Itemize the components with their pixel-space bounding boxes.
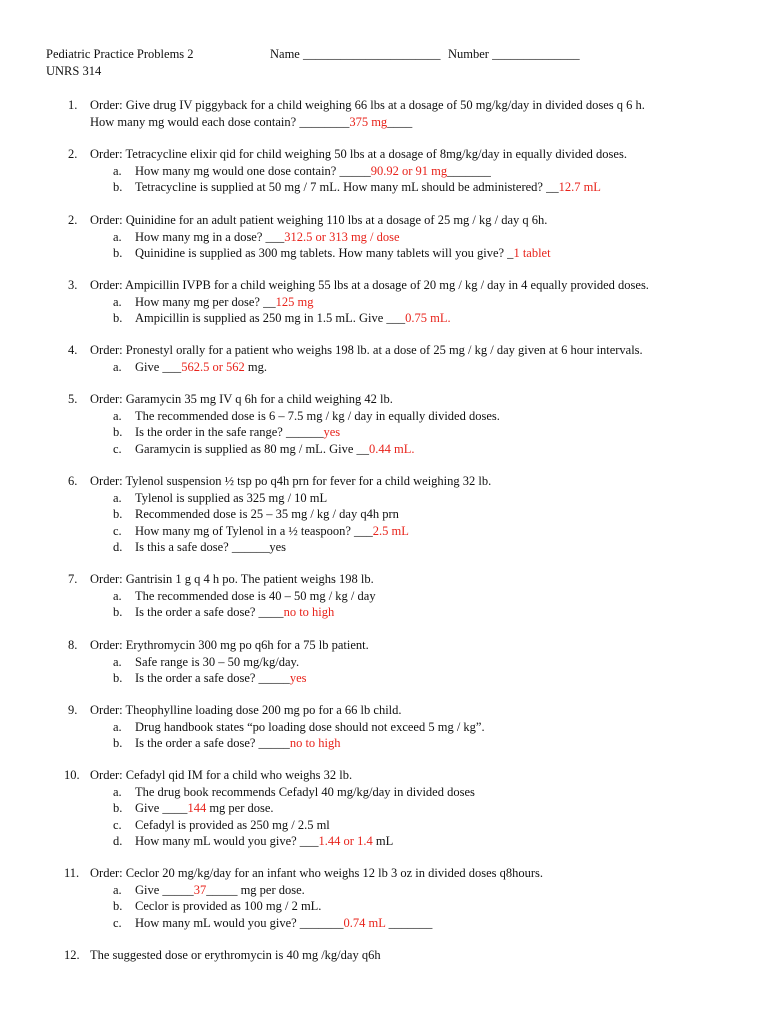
answer: no to high: [289, 736, 341, 750]
question-text: Order: Gantrisin 1 g q 4 h po. The patient weighs 198 lb.: [90, 572, 374, 586]
sub-question-letter: a.: [113, 359, 122, 374]
sub-question: [46, 915, 746, 932]
sub-question: [46, 735, 746, 752]
answer: 2.5 mL: [372, 523, 409, 538]
question-number: 3.: [68, 278, 78, 292]
question-4: [46, 277, 746, 327]
sub-question-letter: a.: [113, 294, 122, 309]
question-text: Order: Garamycin 35 mg IV q 6h for a child weighing 42 lb.: [90, 392, 393, 406]
header-row: [46, 46, 746, 63]
question-line: [46, 767, 746, 784]
sub-question-letter: c.: [113, 817, 122, 832]
sub-question-text: mL: [372, 834, 394, 848]
sub-question-letter: a.: [113, 654, 122, 669]
sub-question-text: Give ____: [135, 801, 188, 815]
sub-question: [46, 654, 746, 671]
sub-question-text: Is this a safe dose? ______yes: [135, 540, 287, 554]
question-number: 5.: [68, 392, 78, 406]
sub-question: [46, 408, 746, 425]
question-number: 2.: [68, 147, 78, 161]
question-number: 8.: [68, 638, 78, 652]
sub-question-letter: b.: [113, 801, 123, 815]
question-text: Order: Erythromycin 300 mg po q6h for a 75 lb patient.: [90, 638, 369, 652]
sub-question: [46, 229, 746, 246]
name-field: Name ______________________: [270, 47, 441, 61]
sub-question-text: Is the order in the safe range? ______: [135, 425, 324, 439]
answer: 0.75 mL.: [405, 311, 451, 325]
sub-question: [46, 719, 746, 736]
question-text: Order: Cefadyl qid IM for a child who weighs 32 lb.: [90, 768, 353, 782]
sub-question-text: Is the order a safe dose? _____: [135, 671, 290, 685]
sub-question-letter: c.: [113, 441, 122, 456]
sub-question: [46, 294, 746, 311]
question-line: [46, 637, 746, 654]
worksheet-title: Pediatric Practice Problems 2: [46, 47, 194, 61]
sub-question-letter: c.: [113, 523, 122, 538]
number-field: Number ______________: [448, 47, 580, 61]
question-line: [46, 391, 746, 408]
question-text: ____: [387, 114, 413, 129]
sub-question-text: Garamycin is supplied as 80 mg / mL. Give __: [135, 441, 369, 456]
answer: no to high: [283, 605, 335, 619]
question-10: [46, 702, 746, 752]
question-text: Order: Quinidine for an adult patient weighing 110 lbs at a dosage of 25 mg / kg / day q 6h.: [90, 213, 548, 227]
question-number: 6.: [68, 474, 78, 488]
sub-question-letter: a.: [113, 163, 122, 178]
sub-question-text: mg.: [244, 359, 267, 374]
answer: 144: [187, 801, 207, 815]
answer: 90.92 or 91 mg: [370, 163, 448, 178]
question-text: Order: Tylenol suspension ½ tsp po q4h prn for fever for a child weighing 32 lb.: [90, 474, 492, 488]
sub-question-text: The recommended dose is 6 – 7.5 mg / kg / day in equally divided doses.: [135, 408, 500, 423]
question-text: Order: Ceclor 20 mg/kg/day for an infant who weighs 12 lb 3 oz in divided doses q8hours.: [90, 866, 544, 880]
sub-question: [46, 245, 746, 262]
question-number: 11.: [64, 866, 80, 880]
sub-question-letter: d.: [113, 540, 123, 554]
answer: 125 mg: [275, 294, 314, 309]
question-text: Order: Give drug IV piggyback for a child weighing 66 lbs at a dosage of 50 mg/kg/day in divided doses q 6 h.: [90, 98, 645, 112]
sub-question: [46, 882, 746, 899]
sub-question: [46, 604, 746, 621]
answer: 312.5 or 313 mg / dose: [284, 229, 400, 244]
sub-question-text: How many mg would one dose contain? _____: [135, 163, 371, 178]
question-8: [46, 571, 746, 621]
sub-question: [46, 310, 746, 327]
question-text: Order: Ampicillin IVPB for a child weighing 55 lbs at a dosage of 20 mg / kg / day in 4 equally provided doses.: [90, 278, 649, 292]
question-line: [46, 473, 746, 490]
course-code: UNRS 314: [46, 64, 102, 78]
sub-question: [46, 523, 746, 540]
question-text: Order: Tetracycline elixir qid for child weighing 50 lbs at a dosage of 8mg/kg/day in equally divided doses.: [90, 147, 627, 161]
answer: 1.44 or 1.4: [318, 834, 373, 848]
answer: 1 tablet: [513, 246, 551, 260]
sub-question-letter: b.: [113, 899, 123, 913]
question-line: [46, 97, 746, 114]
sub-question: [46, 179, 746, 196]
question-text: Order: Pronestyl orally for a patient who weighs 198 lb. at a dose of 25 mg / kg / day given at 6 hour intervals.: [90, 343, 643, 357]
sub-question: [46, 784, 746, 801]
question-11: [46, 767, 746, 850]
answer: yes: [289, 671, 307, 685]
sub-question-text: Ampicillin is supplied as 250 mg in 1.5 mL. Give ___: [135, 311, 406, 325]
course-row: [46, 63, 746, 80]
sub-question-letter: b.: [113, 671, 123, 685]
sub-question-letter: b.: [113, 311, 123, 325]
question-1: [46, 97, 746, 130]
sub-question-letter: b.: [113, 736, 123, 750]
sub-question-text: How many mg per dose? __: [135, 294, 276, 309]
question-line: [46, 571, 746, 588]
answer: 562.5 or 562: [181, 359, 245, 374]
answer: 375 mg: [349, 114, 388, 129]
sub-question: [46, 359, 746, 376]
document-header: [46, 46, 746, 80]
sub-question: [46, 490, 746, 507]
question-13: [46, 947, 746, 964]
sub-question-text: Recommended dose is 25 – 35 mg / kg / day q4h prn: [135, 507, 399, 521]
question-line: [46, 146, 746, 163]
sub-question-text: Safe range is 30 – 50 mg/kg/day.: [135, 654, 300, 669]
question-number: 9.: [68, 703, 78, 717]
question-text: Order: Theophylline loading dose 200 mg po for a 66 lb child.: [90, 703, 402, 717]
question-text: How many mg would each dose contain? ________: [90, 114, 350, 129]
question-12: [46, 865, 746, 931]
sub-question: [46, 670, 746, 687]
sub-question-text: Is the order a safe dose? ____: [135, 605, 284, 619]
sub-question: [46, 898, 746, 915]
sub-question-letter: b.: [113, 605, 123, 619]
sub-question-text: Give ___: [135, 359, 182, 374]
question-number: 2.: [68, 213, 78, 227]
question-number: 4.: [68, 343, 78, 357]
sub-question-text: How many mg in a dose? ___: [135, 229, 285, 244]
sub-question: [46, 424, 746, 441]
question-text: The suggested dose or erythromycin is 40 mg /kg/day q6h: [90, 948, 381, 962]
sub-question-text: Drug handbook states “po loading dose should not exceed 5 mg / kg”.: [135, 719, 485, 734]
sub-question: [46, 588, 746, 605]
sub-question-letter: a.: [113, 784, 122, 799]
question-5: [46, 342, 746, 375]
answer: yes: [323, 425, 341, 439]
sub-question-letter: a.: [113, 588, 122, 603]
question-number: 7.: [68, 572, 78, 586]
sub-question-text: How many mL would you give? ___: [135, 834, 319, 848]
question-number: 1.: [68, 98, 78, 112]
sub-question-text: Is the order a safe dose? _____: [135, 736, 290, 750]
sub-question-letter: b.: [113, 246, 123, 260]
sub-question: [46, 441, 746, 458]
sub-question-text: The drug book recommends Cefadyl 40 mg/kg/day in divided doses: [135, 784, 475, 799]
sub-question: [46, 539, 746, 556]
sub-question-letter: a.: [113, 882, 122, 897]
sub-question-text: _______: [385, 915, 433, 930]
answer: 37: [193, 882, 207, 897]
question-9: [46, 637, 746, 687]
sub-question-letter: a.: [113, 229, 122, 244]
sub-question-text: mg per dose.: [206, 801, 274, 815]
question-number: 10.: [64, 768, 80, 782]
question-line: [46, 702, 746, 719]
question-line: [46, 342, 746, 359]
question-2: [46, 146, 746, 196]
sub-question-text: Cefadyl is provided as 250 mg / 2.5 ml: [135, 817, 330, 832]
question-number: 12.: [64, 948, 80, 962]
sub-question-letter: b.: [113, 180, 123, 194]
question-3: [46, 212, 746, 262]
sub-question-text: _____ mg per dose.: [206, 882, 305, 897]
sub-question-text: How many mg of Tylenol in a ½ teaspoon? ___: [135, 523, 373, 538]
sub-question-letter: b.: [113, 507, 123, 521]
sub-question-letter: a.: [113, 719, 122, 734]
sub-question-text: Give _____: [135, 882, 194, 897]
sub-question: [46, 800, 746, 817]
sub-question-text: _______: [447, 163, 491, 178]
question-line: [46, 277, 746, 294]
sub-question: [46, 833, 746, 850]
sub-question-letter: a.: [113, 408, 122, 423]
sub-question-letter: b.: [113, 425, 123, 439]
answer: 0.74 mL: [343, 915, 386, 930]
sub-question-letter: c.: [113, 915, 122, 930]
sub-question: [46, 817, 746, 834]
question-line: [46, 947, 746, 964]
question-7: [46, 473, 746, 556]
sub-question-text: Tylenol is supplied as 325 mg / 10 mL: [135, 490, 328, 505]
question-line: [46, 865, 746, 882]
sub-question-letter: a.: [113, 490, 122, 505]
sub-question: [46, 163, 746, 180]
sub-question-text: Tetracycline is supplied at 50 mg / 7 mL. How many mL should be administered? __: [135, 180, 559, 194]
sub-question-text: Ceclor is provided as 100 mg / 2 mL.: [135, 899, 322, 913]
question-continuation: [46, 114, 746, 131]
question-line: [46, 212, 746, 229]
sub-question: [46, 506, 746, 523]
sub-question-text: Quinidine is supplied as 300 mg tablets. How many tablets will you give? _: [135, 246, 514, 260]
answer: 12.7 mL: [558, 180, 601, 194]
sub-question-text: The recommended dose is 40 – 50 mg / kg / day: [135, 588, 376, 603]
sub-question-letter: d.: [113, 834, 123, 848]
question-6: [46, 391, 746, 457]
sub-question-text: How many mL would you give? _______: [135, 915, 344, 930]
answer: 0.44 mL.: [369, 441, 415, 456]
